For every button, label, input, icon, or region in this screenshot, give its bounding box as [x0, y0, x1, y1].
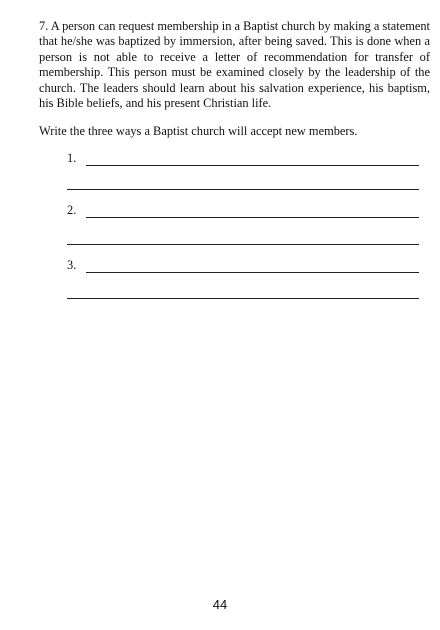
answer-line-3[interactable]	[86, 272, 419, 273]
answer-row-3	[67, 258, 419, 276]
answer-line-3-continued[interactable]	[67, 298, 419, 299]
question-prompt: Write the three ways a Baptist church will accept new members.	[39, 124, 358, 138]
answer-row-1	[67, 151, 419, 169]
instruction-paragraph: 7. A person can request membership in a Baptist church by making a statement that he/she was baptized by immersion, after being saved. This is done when a person is not able to receive a letter of recommendation for transfer of membership. This person must be examined closely by the leadership of the church. The leaders should learn about his salvation experience, his baptism, his Bible beliefs, and his present Christian life.	[39, 19, 430, 111]
answer-number-3: 3.	[67, 258, 77, 272]
answer-number-1: 1.	[67, 151, 77, 165]
answer-line-1-continued[interactable]	[67, 189, 419, 190]
answer-line-2[interactable]	[86, 217, 419, 218]
answer-line-2-continued[interactable]	[67, 244, 419, 245]
answer-line-1[interactable]	[86, 165, 419, 166]
answer-row-2	[67, 203, 419, 221]
answer-number-2: 2.	[67, 203, 77, 217]
page-number: 44	[212, 597, 228, 612]
